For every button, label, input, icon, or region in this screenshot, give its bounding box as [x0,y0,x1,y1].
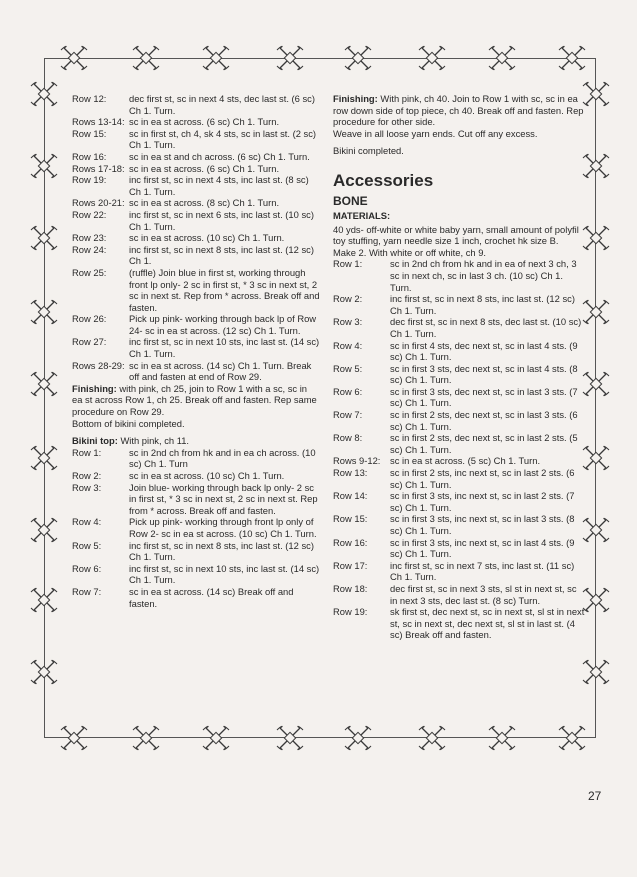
instruction-row [72,128,320,151]
row-text: sc in ea st across. (8 sc) Ch 1. Turn. [129,197,280,209]
row-label: Row 15: [72,127,107,139]
row-text: (ruffle) Join blue in first st, working through front lp only- 2 sc in first st, * 3 sc in next st, 2 sc in next st. Rep from * across. Break off and fasten. [129,266,320,313]
instruction-row [72,470,320,482]
row-text: sc in first 3 sts, inc next st, sc in last 3 sts. (8 sc) Ch 1. Turn. [390,513,575,536]
row-text: sc in ea st and ch across. (6 sc) Ch 1. Turn. [129,150,310,162]
row-text: sc in first st, ch 4, sk 4 sts, sc in last st. (2 sc) Ch 1. Turn. [129,127,317,151]
row-text: sc in ea st across. (14 sc) Break off and fasten. [129,585,294,609]
instruction-row [72,586,320,609]
left-rows-part2 [72,447,320,609]
row-text: Pick up pink- working through front lp only of Row 2- sc in ea st across. (10 sc) Ch 1. Turn. [129,516,317,539]
instruction-row [72,313,320,336]
x-knot-ornament [583,446,609,469]
row-text: Join blue- working through back lp only- 2 sc in first st, * 3 sc in next st, 2 sc in next st. Rep from * across. Break off and fasten. [129,481,318,516]
row-text: sc in ea st across. (10 sc) Ch 1. Turn. [129,232,285,244]
row-label: Row 17: [333,559,368,571]
x-knot-ornament [31,226,57,249]
row-label: Rows 20-21: [72,197,125,209]
row-label: Row 3: [72,481,102,493]
row-label: Row 3: [333,316,363,328]
instruction-row [333,513,585,536]
x-knot-ornament [61,726,87,749]
instruction-row [333,386,585,409]
row-text: sc in 2nd ch from hk and in ea ch across. (10 sc) Ch 1. Turn [129,446,316,470]
row-text: sc in 2nd ch from hk and in ea of next 3 ch, 3 sc in next ch, sc in last 3 ch. (10 sc) Ch 1. Turn. [390,258,577,293]
x-knot-ornament [419,46,445,69]
x-knot-ornament [583,518,609,541]
left-rows-part1 [72,93,320,383]
row-text: sc in ea st across. (10 sc) Ch 1. Turn. [129,470,285,481]
row-text: sc in first 3 sts, inc next st, sc in last 4 sts. (9 sc) Ch 1. Turn. [390,536,575,560]
right-column [333,93,585,641]
instruction-row [333,258,585,293]
row-label: Row 16: [333,536,368,548]
row-label: Row 4: [333,339,363,351]
x-knot-ornament [133,726,159,749]
x-knot-ornament [31,300,57,323]
bone-rows [333,258,585,641]
row-text: inc first st, sc in next 8 sts, inc last st. (12 sc) Ch 1. [129,243,314,267]
row-label: Row 1: [333,258,363,270]
x-knot-ornament [31,446,57,469]
x-knot-ornament [203,46,229,69]
left-column [72,93,320,609]
row-label: Row 26: [72,313,107,325]
row-text: dec first st, sc in next 8 sts, dec last st. (10 sc) Ch 1. Turn. [390,316,582,339]
x-knot-ornament [559,46,585,69]
instruction-row [333,363,585,386]
row-label: Row 27: [72,336,107,348]
row-label: Rows 13-14: [72,116,125,128]
bikini-top-intro: Bikini top: With pink, ch 11. [72,435,190,447]
instruction-row [72,93,320,116]
row-label: Row 1: [72,446,102,458]
x-knot-ornament [583,226,609,249]
x-knot-ornament [583,372,609,395]
row-text: sc in first 2 sts, dec next st, sc in last 2 sts. (5 sc) Ch 1. Turn. [390,432,578,455]
row-text: inc first st, sc in next 8 sts, inc last st. (12 sc) Ch 1. Turn. [129,539,314,563]
x-knot-ornament [31,518,57,541]
instruction-row [72,232,320,244]
instruction-row [72,163,320,175]
x-knot-ornament [277,726,303,749]
weave-instruction: Weave in all loose yarn ends. Cut off any excess. [333,127,538,139]
row-text: inc first st, sc in next 6 sts, inc last st. (10 sc) Ch 1. Turn. [129,208,314,232]
instruction-row [72,563,320,586]
row-text: sc in ea st across. (6 sc) Ch 1. Turn. [129,116,280,128]
instruction-row [333,455,585,467]
x-knot-ornament [583,588,609,611]
row-label: Row 19: [333,606,368,618]
bikini-completed: Bikini completed. [333,145,404,157]
x-knot-ornament [31,154,57,177]
row-label: Row 2: [72,470,102,481]
x-knot-ornament [583,82,609,105]
instruction-row [333,293,585,316]
x-knot-ornament [583,154,609,177]
row-label: Rows 28-29: [72,359,125,371]
row-label: Row 5: [72,539,102,551]
instruction-row [72,197,320,209]
x-knot-ornament [31,372,57,395]
instruction-row [72,209,320,232]
row-text: dec first st, sc in next 3 sts, sl st in next st, sc in next 3 sts, dec last st. (8 sc) Turn. [390,582,577,606]
instruction-row [333,560,585,583]
row-label: Row 18: [333,582,368,594]
materials-text: 40 yds- off-white or white baby yarn, small amount of polyfil toy stuffing, yarn needle size 1 inch, crochet hk size B. [333,223,579,247]
instruction-row [333,606,585,641]
instruction-row [72,174,320,197]
right-finishing: Finishing: With pink, ch 40. Join to Row 1 with sc, sc in ea row down side of top piece, ch 40. Break off and fasten. Rep procedure for other side. [333,93,584,128]
x-knot-ornament [489,46,515,69]
row-text: sc in first 4 sts, dec next st, sc in last 4 sts. (9 sc) Ch 1. Turn. [390,339,578,363]
instruction-row [333,432,585,455]
row-text: inc first st, sc in next 7 sts, inc last st. (11 sc) Ch 1. Turn. [390,559,575,583]
x-knot-ornament [345,726,371,749]
x-knot-ornament [489,726,515,749]
row-label: Row 25: [72,266,107,278]
row-label: Row 12: [72,93,107,104]
instruction-row [333,467,585,490]
x-knot-ornament [583,660,609,683]
instruction-row [72,267,320,313]
row-label: Row 8: [333,432,363,444]
row-label: Row 23: [72,232,107,244]
row-text: sk first st, dec next st, sc in next st, sl st in next st, sc in next st, dec next st, sl st in last st. (4 sc) Break off and fasten. [390,606,585,641]
instruction-row [72,336,320,359]
row-text: sc in ea st across. (14 sc) Ch 1. Turn. Break off and fasten at end of Row 29. [129,359,312,383]
instruction-row [72,360,320,383]
instruction-row [72,116,320,128]
row-text: sc in first 3 sts, dec next st, sc in last 4 sts. (8 sc) Ch 1. Turn. [390,362,578,386]
x-knot-ornament [61,46,87,69]
x-knot-ornament [419,726,445,749]
row-label: Row 22: [72,208,107,220]
row-label: Row 7: [72,585,102,597]
row-label: Row 6: [72,562,102,574]
bone-heading: BONE [333,193,368,208]
instruction-row [333,537,585,560]
row-label: Row 24: [72,243,107,255]
bottom-completed: Bottom of bikini completed. [72,417,185,429]
page-number: 27 [588,789,602,803]
row-label: Row 5: [333,362,363,374]
instruction-row [72,151,320,163]
x-knot-ornament [277,46,303,69]
left-finishing: Finishing: with pink, ch 25, join to Row 1 with a sc, sc in ea st across Row 1, ch 25. Break off and fasten. Rep same procedure on Row 29. [72,382,317,418]
instruction-row [333,409,585,432]
row-text: dec first st, sc in next 4 sts, dec last st. (6 sc) Ch 1. Turn. [129,93,315,116]
make-instruction: Make 2. With white or off white, ch 9. [333,246,487,258]
row-text: sc in first 2 sts, dec next st, sc in last 3 sts. (6 sc) Ch 1. Turn. [390,409,578,432]
instruction-row [333,340,585,363]
x-knot-ornament [559,726,585,749]
row-label: Row 7: [333,409,363,421]
row-text: inc first st, sc in next 8 sts, inc last st. (12 sc) Ch 1. Turn. [390,293,575,316]
x-knot-ornament [345,46,371,69]
row-text: sc in first 3 sts, dec next st, sc in last 3 sts. (7 sc) Ch 1. Turn. [390,385,578,409]
instruction-row [72,447,320,470]
x-knot-ornament [31,660,57,683]
row-text: sc in ea st across. (6 sc) Ch 1. Turn. [129,162,280,174]
x-knot-ornament [31,588,57,611]
row-label: Row 15: [333,513,368,525]
row-text: sc in first 3 sts, inc next st, sc in last 2 sts. (7 sc) Ch 1. Turn. [390,490,575,513]
x-knot-ornament [31,82,57,105]
row-label: Row 19: [72,174,107,186]
row-text: sc in ea st across. (5 sc) Ch 1. Turn. [390,455,541,467]
row-text: sc in first 2 sts, inc next st, sc in last 2 sts. (6 sc) Ch 1. Turn. [390,467,575,490]
row-label: Row 13: [333,467,368,479]
instruction-row [72,516,320,539]
materials-heading: MATERIALS: [333,209,391,221]
instruction-row [333,316,585,339]
row-text: inc first st, sc in next 4 sts, inc last st. (8 sc) Ch 1. Turn. [129,174,309,197]
row-label: Row 2: [333,293,363,305]
row-label: Row 16: [72,150,107,162]
row-text: inc first st, sc in next 10 sts, inc last st. (14 sc) Ch 1. Turn. [129,336,320,360]
row-label: Row 6: [333,385,363,397]
row-label: Rows 9-12: [333,455,381,467]
instruction-row [72,540,320,563]
instruction-row [72,244,320,267]
x-knot-ornament [583,300,609,323]
instruction-row [72,482,320,517]
instruction-row [333,583,585,606]
row-label: Row 14: [333,490,368,502]
accessories-heading: Accessories [333,170,434,190]
row-text: Pick up pink- working through back lp of Row 24- sc in ea st across. (12 sc) Ch 1. Turn. [129,313,317,336]
x-knot-ornament [203,726,229,749]
x-knot-ornament [133,46,159,69]
row-label: Row 4: [72,516,102,528]
row-label: Rows 17-18: [72,162,125,174]
row-text: inc first st, sc in next 10 sts, inc last st. (14 sc) Ch 1. Turn. [129,562,320,586]
instruction-row [333,490,585,513]
